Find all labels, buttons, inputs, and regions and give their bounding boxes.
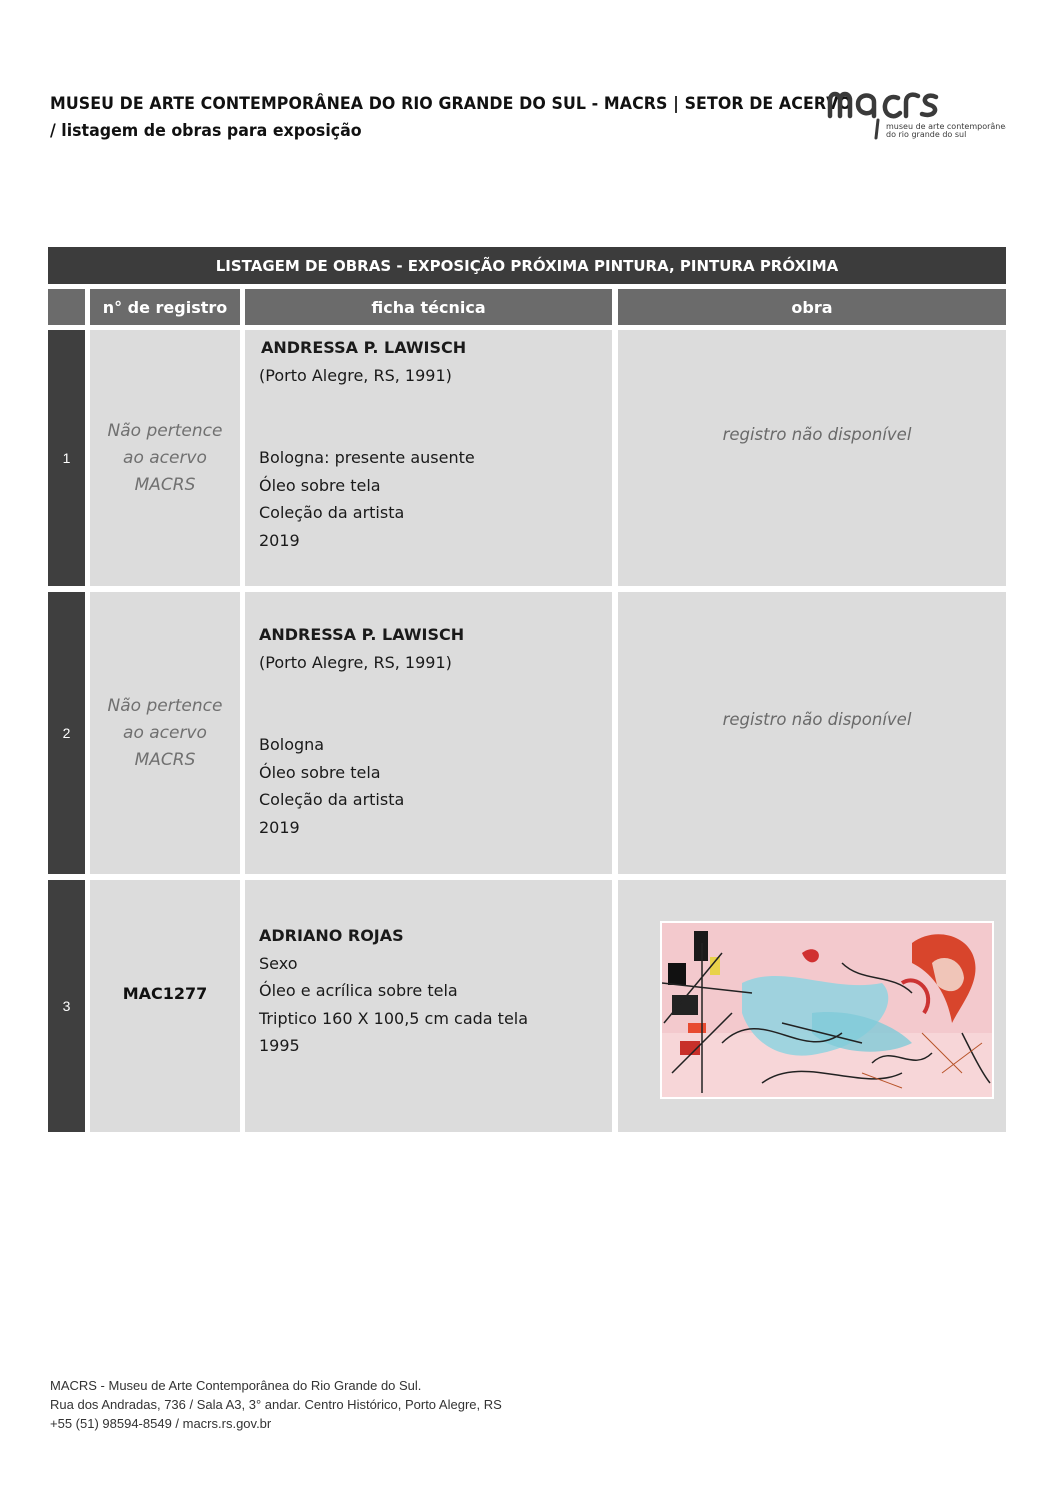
work-year: 2019 (259, 530, 300, 550)
obra-cell (618, 330, 1006, 586)
registro-cell (90, 880, 240, 1132)
page-subtitle: / listagem de obras para exposição (50, 121, 362, 141)
row-index: 1 (48, 330, 85, 586)
registro-number: MAC1277 (122, 983, 208, 1003)
image-unavailable-note: registro não disponível (722, 710, 912, 729)
table-title: LISTAGEM DE OBRAS - EXPOSIÇÃO PRÓXIMA PINTURA, PINTURA PRÓXIMA (48, 247, 1006, 284)
obra-cell (618, 592, 1006, 874)
header-obra: obra (618, 289, 1006, 325)
registro-cell (90, 330, 240, 586)
artist-name: ADRIANO ROJAS (259, 926, 404, 945)
work-technique: Óleo sobre tela (259, 762, 381, 782)
artist-name: ANDRESSA P. LAWISCH (259, 625, 465, 644)
ficha-cell (245, 592, 612, 874)
work-year: 1995 (259, 1036, 300, 1055)
work-title: Bologna (259, 735, 325, 754)
work-dimensions: Triptico 160 X 100,5 cm cada tela (259, 1008, 529, 1028)
artist-origin: (Porto Alegre, RS, 1991) (259, 365, 452, 385)
work-collection: Coleção da artista (259, 790, 405, 809)
obra-cell (618, 880, 1006, 1132)
header-index (48, 289, 85, 325)
logo-tagline-2: do rio grande do sul (886, 130, 967, 139)
registro-text: Não pertence ao acervo MACRS (107, 420, 223, 495)
macrs-logo (826, 80, 1006, 140)
page-title: MUSEU DE ARTE CONTEMPORÂNEA DO RIO GRANDE DO SUL - MACRS | SETOR DE ACERVO (50, 94, 852, 114)
artwork-image (660, 921, 994, 1099)
artist-origin: (Porto Alegre, RS, 1991) (259, 652, 452, 672)
footer-line-3: +55 (51) 98594-8549 / macrs.rs.gov.br (50, 1416, 272, 1431)
work-collection: Coleção da artista (259, 503, 405, 522)
work-title: Bologna: presente ausente (259, 448, 475, 467)
ficha-cell (245, 880, 612, 1132)
registro-cell (90, 592, 240, 874)
logo-tagline-1: museu de arte contemporânea (886, 122, 1006, 131)
row-index: 3 (48, 880, 85, 1132)
footer-line-2: Rua dos Andradas, 736 / Sala A3, 3° andar. Centro Histórico, Porto Alegre, RS (50, 1397, 502, 1412)
work-technique: Óleo e acrílica sobre tela (259, 981, 458, 1000)
image-unavailable-note: registro não disponível (722, 425, 912, 444)
work-year: 2019 (259, 817, 300, 837)
header-ficha: ficha técnica (245, 289, 612, 325)
registro-text: Não pertence ao acervo MACRS (107, 695, 223, 770)
footer (50, 1376, 502, 1433)
footer-line-1: MACRS - Museu de Arte Contemporânea do Rio Grande do Sul. (50, 1378, 422, 1393)
work-technique: Óleo sobre tela (259, 475, 381, 495)
row-index: 2 (48, 592, 85, 874)
artist-name: ANDRESSA P. LAWISCH (261, 338, 467, 357)
header-registro: n° de registro (90, 289, 240, 325)
work-title: Sexo (259, 953, 298, 973)
ficha-cell (245, 330, 612, 586)
